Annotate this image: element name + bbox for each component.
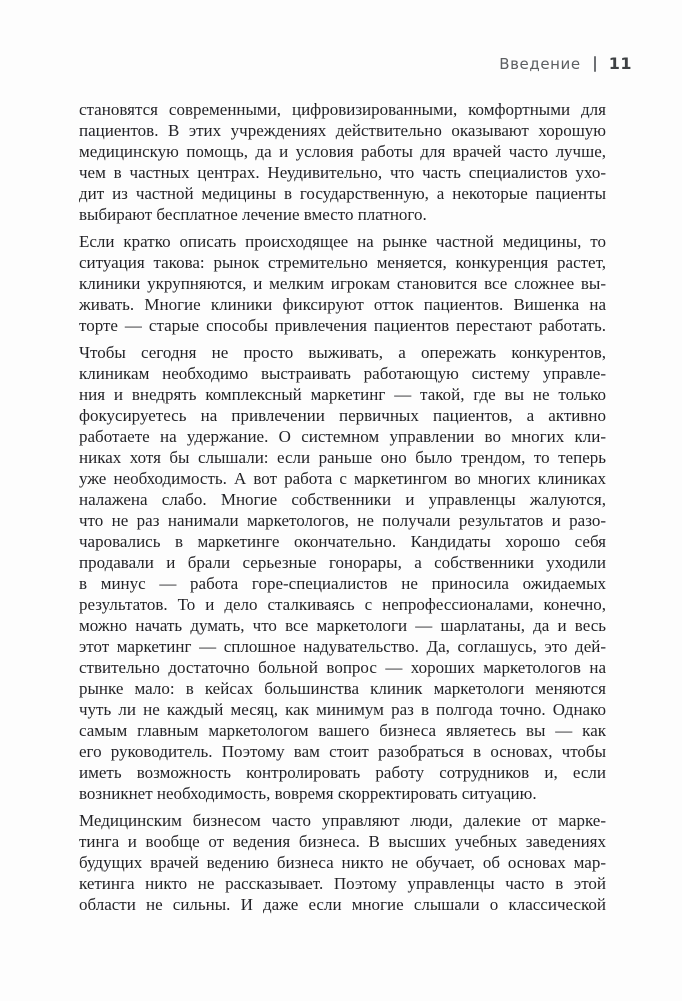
text-line: торте — старые способы привлечения пациентов перестают работать. bbox=[79, 316, 606, 335]
running-header bbox=[499, 54, 632, 73]
text-line: работаете на удержание. О системном управлении во многих кли- bbox=[79, 427, 606, 446]
text-line: иметь возможность контролировать работу сотрудников и, если bbox=[79, 763, 606, 782]
text-line: ствительно достаточно больной вопрос — хороших маркетологов на bbox=[79, 658, 606, 677]
text-line: Чтобы сегодня не просто выживать, а опережать конкурентов, bbox=[79, 343, 606, 362]
text-line: чем в частных центрах. Неудивительно, что часть специалистов ухо- bbox=[79, 163, 606, 182]
text-line: пациентов. В этих учреждениях действительно оказывают хорошую bbox=[79, 121, 606, 140]
text-line: чаровались в маркетинге окончательно. Кандидаты хорошо себя bbox=[79, 532, 606, 551]
text-line: что не раз нанимали маркетологов, не получали результатов и разо- bbox=[79, 511, 606, 530]
text-line: фокусируетесь на привлечении первичных пациентов, а активно bbox=[79, 406, 606, 425]
text-line: дит из частной медицины в государственную, а некоторые пациенты bbox=[79, 184, 606, 203]
paragraphs-container bbox=[79, 99, 606, 915]
text-line: медицинскую помощь, да и условия работы для врачей часто лучше, bbox=[79, 142, 606, 161]
text-line: становятся современными, цифровизированными, комфортными для bbox=[79, 100, 606, 119]
text-line: будущих врачей ведению бизнеса никто не обучает, об основах мар- bbox=[79, 853, 606, 872]
header-divider-bar bbox=[594, 56, 596, 72]
page-body bbox=[79, 99, 606, 915]
text-line: его руководитель. Поэтому вам стоит разобраться в основах, чтобы bbox=[79, 742, 606, 761]
text-line: ситуация такова: рынок стремительно меняется, конкуренция растет, bbox=[79, 253, 606, 272]
text-line: тинга и вообще от ведения бизнеса. В высших учебных заведениях bbox=[79, 832, 606, 851]
text-line: области не сильны. И даже если многие слышали о классической bbox=[79, 895, 606, 914]
text-line: живать. Многие клиники фиксируют отток пациентов. Вишенка на bbox=[79, 295, 606, 314]
text-line: ния и внедрять комплексный маркетинг — такой, где вы не только bbox=[79, 385, 606, 404]
text-line: чуть ли не каждый месяц, как минимум раз в полгода точно. Однако bbox=[79, 700, 606, 719]
text-line: результатов. То и дело сталкиваясь с непрофессионалами, конечно, bbox=[79, 595, 606, 614]
chapter-title: Введение bbox=[499, 54, 581, 73]
paragraph bbox=[79, 342, 606, 804]
paragraph bbox=[79, 810, 606, 915]
text-line: клиники укрупняются, и мелким игрокам становится все сложнее вы- bbox=[79, 274, 606, 293]
text-line: продавали и брали серьезные гонорары, а собственники уходили bbox=[79, 553, 606, 572]
text-line: Медицинским бизнесом часто управляют люди, далекие от марке- bbox=[79, 811, 606, 830]
text-line: можно начать думать, что все маркетологи — шарлатаны, да и весь bbox=[79, 616, 606, 635]
text-line: налажена слабо. Многие собственники и управленцы жалуются, bbox=[79, 490, 606, 509]
text-line: рынке мало: в кейсах большинства клиник маркетологи меняются bbox=[79, 679, 606, 698]
page-number: 11 bbox=[608, 54, 632, 73]
text-line: уже необходимость. А вот работа с маркетингом во многих клиниках bbox=[79, 469, 606, 488]
text-line: этот маркетинг — сплошное надувательство. Да, соглашусь, это дей- bbox=[79, 637, 606, 656]
text-line: Если кратко описать происходящее на рынке частной медицины, то bbox=[79, 232, 606, 251]
text-line: в минус — работа горе-специалистов не приносила ожидаемых bbox=[79, 574, 606, 593]
paragraph bbox=[79, 99, 606, 225]
text-line: выбирают бесплатное лечение вместо платного. bbox=[79, 205, 427, 224]
paragraph bbox=[79, 231, 606, 336]
text-line: кетинга никто не рассказывает. Поэтому управленцы часто в этой bbox=[79, 874, 606, 893]
text-line: самым главным маркетологом вашего бизнеса являетесь вы — как bbox=[79, 721, 606, 740]
text-line: никах хотя бы слышали: если раньше оно было трендом, то теперь bbox=[79, 448, 606, 467]
text-line: возникнет необходимость, вовремя скорректировать ситуацию. bbox=[79, 784, 537, 803]
text-line: клиникам необходимо выстраивать работающую систему управле- bbox=[79, 364, 606, 383]
